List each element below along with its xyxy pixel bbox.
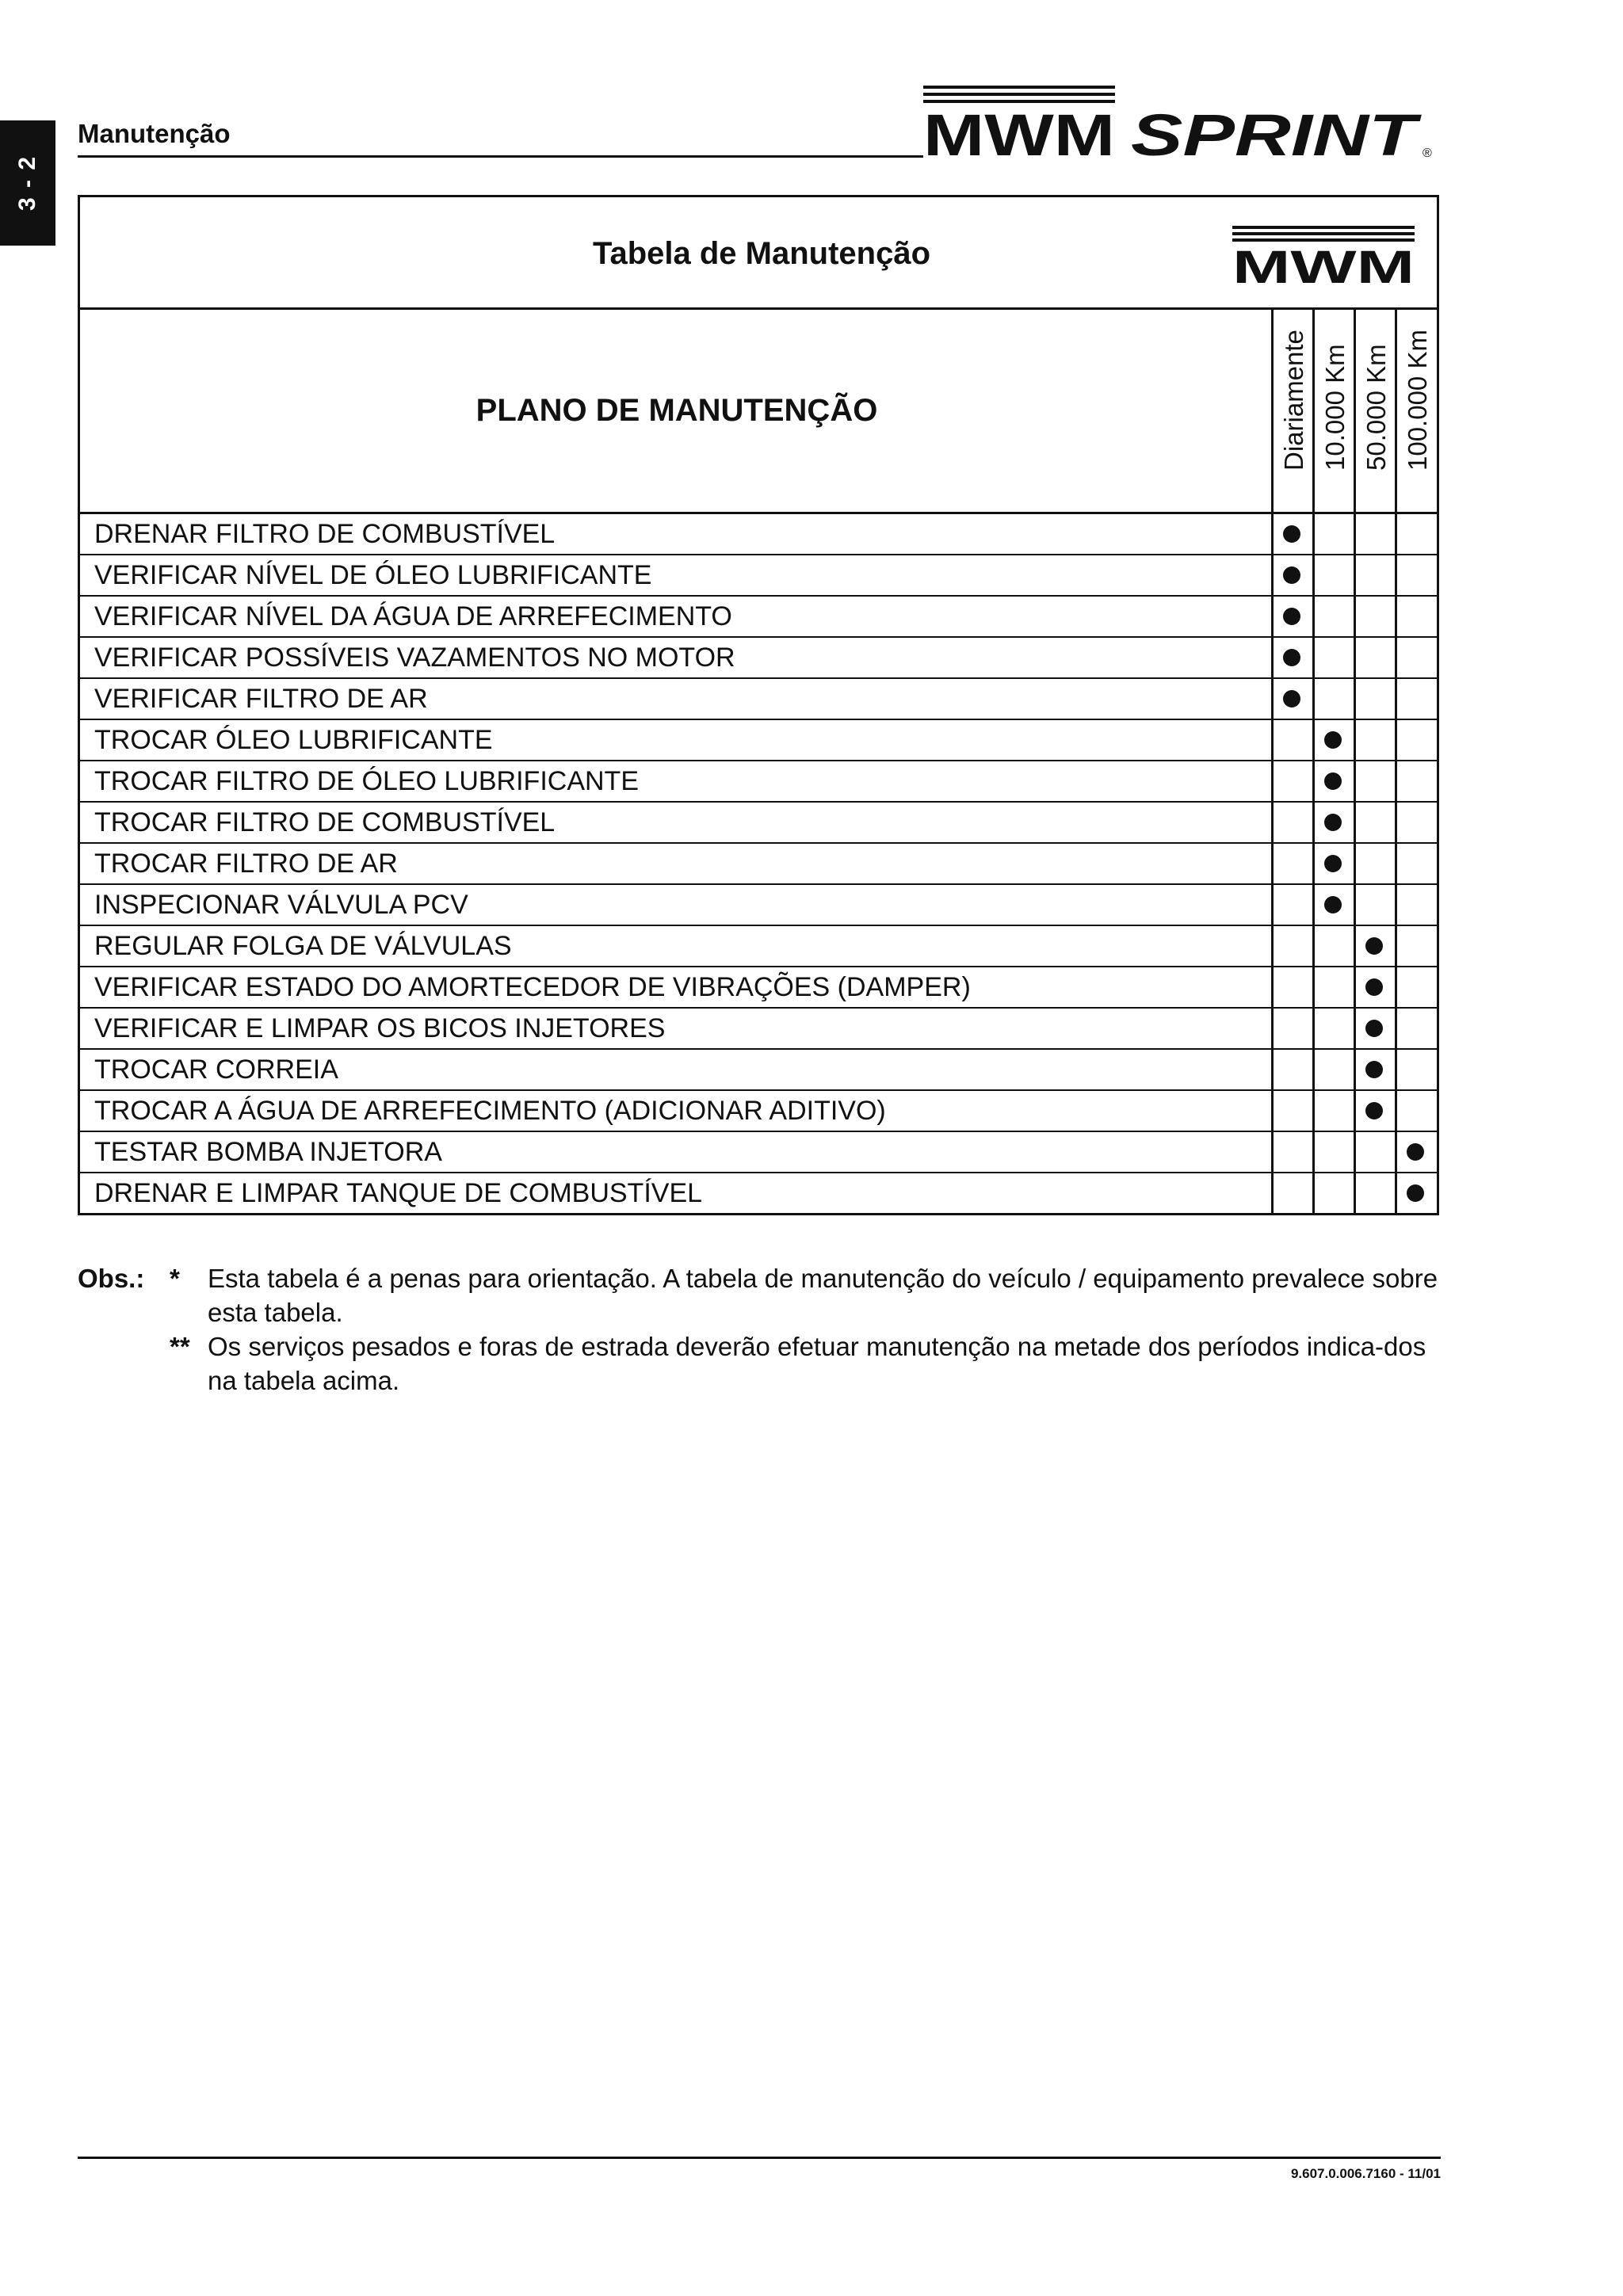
chapter-tab (0, 120, 55, 246)
column-header-10000km (1315, 310, 1356, 512)
table-body (80, 514, 1437, 1215)
column-header-label: 50.000 Km (1361, 344, 1391, 471)
column-header-label: 100.000 Km (1403, 330, 1432, 471)
table-title: Tabela de Manutenção (592, 236, 930, 271)
note-mark: * (170, 1264, 180, 1293)
interval-dot-icon (1283, 649, 1300, 666)
row-label: VERIFICAR ESTADO DO AMORTECEDOR DE VIBRAÇÕES (DAMPER) (94, 972, 971, 1002)
note-mark: ** (170, 1332, 190, 1361)
footer-divider (78, 2157, 1441, 2159)
interval-dot-icon (1283, 525, 1300, 543)
row-label: VERIFICAR NÍVEL DA ÁGUA DE ARREFECIMENTO (94, 601, 732, 631)
interval-dot-icon (1324, 896, 1342, 913)
table-row (80, 555, 1437, 597)
table-row (80, 844, 1437, 885)
row-label: TROCAR ÓLEO LUBRIFICANTE (94, 725, 493, 755)
row-label: INSPECIONAR VÁLVULA PCV (94, 890, 468, 920)
table-row (80, 803, 1437, 844)
table-row (80, 967, 1437, 1009)
table-row (80, 514, 1437, 555)
interval-dot-icon (1365, 1061, 1383, 1078)
column-header-daily (1274, 310, 1315, 512)
section-title: Manutenção (78, 119, 231, 148)
row-label: TROCAR CORREIA (94, 1055, 338, 1085)
interval-dot-icon (1283, 608, 1300, 625)
notes-lead: Obs.: (78, 1264, 145, 1293)
document-code: 9.607.0.006.7160 - 11/01 (1290, 2166, 1441, 2181)
table-row (80, 679, 1437, 720)
table-title-row (80, 197, 1437, 310)
column-header-label: Diariamente (1279, 330, 1308, 471)
row-label: TESTAR BOMBA INJETORA (94, 1137, 442, 1167)
registered-mark: ® (1423, 147, 1432, 160)
observations (78, 1261, 1441, 1398)
table-row (80, 1173, 1437, 1215)
table-row (80, 597, 1437, 638)
brand-text: MWM (923, 102, 1115, 162)
table-row (80, 720, 1437, 761)
note-item (78, 1329, 1441, 1398)
chapter-tab-label: 3 - 2 (14, 154, 40, 212)
row-label: REGULAR FOLGA DE VÁLVULAS (94, 931, 512, 961)
interval-dot-icon (1365, 937, 1383, 955)
table-row (80, 1050, 1437, 1091)
row-label: VERIFICAR E LIMPAR OS BICOS INJETORES (94, 1013, 666, 1043)
plan-title: PLANO DE MANUTENÇÃO (475, 393, 878, 428)
table-row (80, 761, 1437, 803)
row-label: TROCAR FILTRO DE ÓLEO LUBRIFICANTE (94, 766, 640, 796)
column-header-50000km (1356, 310, 1397, 512)
table-row (80, 1009, 1437, 1050)
interval-dot-icon (1283, 690, 1300, 707)
row-label: TROCAR FILTRO DE AR (94, 849, 398, 879)
note-text: Esta tabela é a penas para orientação. A tabela de manutenção do veículo / equipamento prevalece sobre esta tabela. (208, 1264, 1438, 1327)
plan-header-row (80, 310, 1437, 514)
row-label: VERIFICAR POSSÍVEIS VAZAMENTOS NO MOTOR (94, 643, 735, 673)
mwm-sprint-logo (923, 86, 1446, 162)
interval-dot-icon (1365, 978, 1383, 996)
row-label: TROCAR FILTRO DE COMBUSTÍVEL (94, 807, 556, 837)
table-row (80, 1091, 1437, 1132)
column-header-label: 10.000 Km (1320, 344, 1350, 471)
note-item (78, 1261, 1441, 1329)
row-label: DRENAR E LIMPAR TANQUE DE COMBUSTÍVEL (94, 1178, 703, 1208)
row-label: VERIFICAR FILTRO DE AR (94, 684, 428, 714)
table-row (80, 638, 1437, 679)
mwm-logo-text: MWM (1232, 242, 1415, 284)
maintenance-table (78, 195, 1439, 1215)
table-row (80, 885, 1437, 926)
interval-dot-icon (1365, 1102, 1383, 1119)
column-header-100000km (1397, 310, 1438, 512)
interval-dot-icon (1324, 814, 1342, 831)
interval-dot-icon (1365, 1020, 1383, 1037)
note-text: Os serviços pesados e foras de estrada deverão efetuar manutenção na metade dos períodos indica-dos na tabela acima. (208, 1332, 1426, 1395)
interval-dot-icon (1324, 855, 1342, 872)
table-row (80, 926, 1437, 967)
table-row (80, 1132, 1437, 1173)
product-text: SPRINT (1131, 102, 1423, 162)
interval-dot-icon (1407, 1143, 1424, 1161)
interval-dot-icon (1407, 1184, 1424, 1202)
interval-dot-icon (1324, 772, 1342, 790)
row-label: DRENAR FILTRO DE COMBUSTÍVEL (94, 519, 556, 549)
mwm-logo (1232, 226, 1415, 284)
row-label: TROCAR A ÁGUA DE ARREFECIMENTO (ADICIONAR ADITIVO) (94, 1096, 886, 1126)
interval-dot-icon (1324, 731, 1342, 749)
interval-dot-icon (1283, 566, 1300, 584)
row-label: VERIFICAR NÍVEL DE ÓLEO LUBRIFICANTE (94, 560, 652, 590)
